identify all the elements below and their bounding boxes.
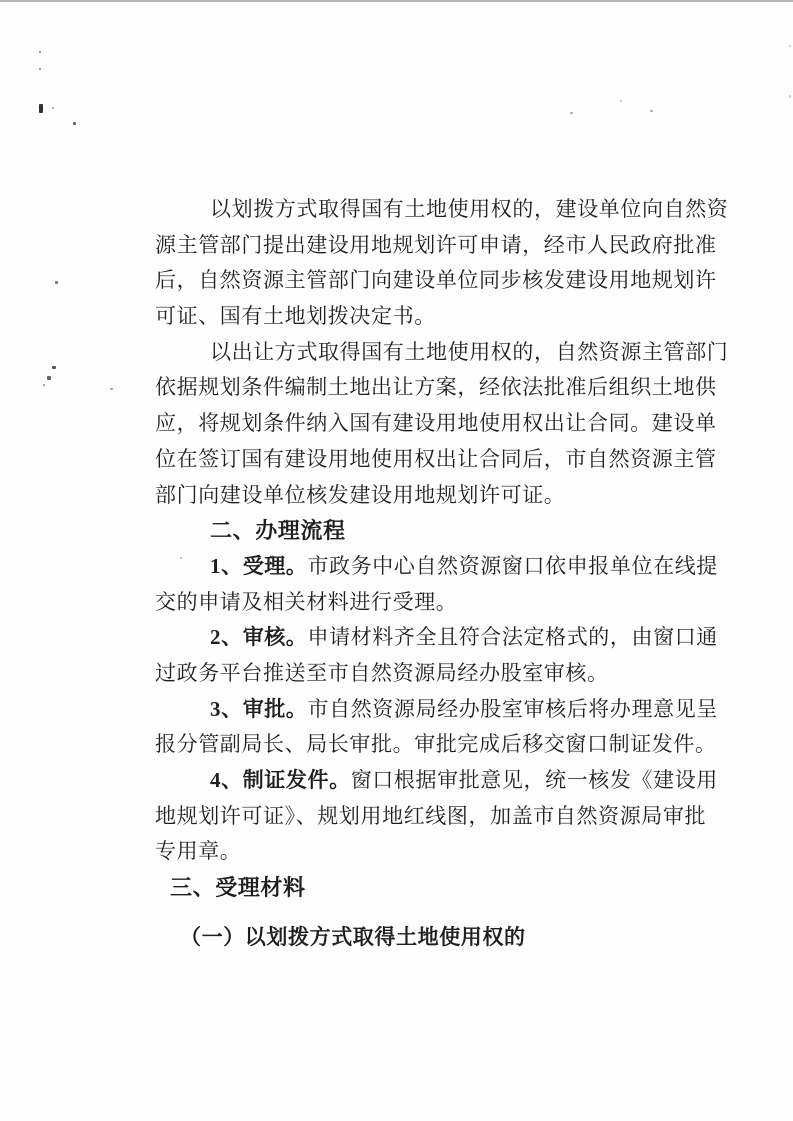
text-segment: 可证、国有土地划拨决定书。 (155, 304, 436, 329)
text-segment: 交的申请及相关材料进行受理。 (155, 589, 458, 614)
text-line (155, 799, 715, 835)
text-line (155, 478, 715, 514)
bold-text-segment: （一）以划拨方式取得土地使用权的 (180, 924, 526, 949)
text-segment: 应，将规划条件纳入国有建设用地使用权出让合同。建设单 (155, 411, 717, 436)
text-line (155, 585, 715, 621)
text-line (155, 406, 715, 442)
scan-top-edge-line (0, 0, 793, 2)
scan-speck (52, 366, 56, 369)
text-line (155, 834, 715, 870)
text-line (155, 727, 715, 763)
scan-speck (55, 281, 58, 284)
scan-speck (570, 112, 573, 114)
scan-speck (789, 45, 791, 47)
text-segment: 以划拨方式取得国有土地使用权的，建设单位向自然资 (210, 197, 729, 221)
bold-text-segment: 1、受理。 (210, 553, 308, 578)
text-segment: 部门向建设单位核发建设用地规划许可证。 (155, 482, 566, 507)
text-line (155, 620, 718, 656)
text-segment: 市自然资源局经办股室审核后将办理意见呈 (307, 696, 718, 721)
text-line (155, 656, 715, 692)
text-segment: 报分管副局长、局长审批。审批完成后移交窗口制证发件。 (155, 732, 717, 757)
document-text-block (155, 192, 729, 955)
text-segment: 申请材料齐全且符合法定格式的，由窗口通 (307, 625, 718, 650)
text-segment: 市政务中心自然资源窗口依申报单位在线提 (307, 553, 718, 578)
section-heading (155, 513, 715, 549)
scan-speck (73, 122, 76, 125)
text-line (155, 370, 715, 406)
scan-speck (110, 388, 113, 390)
scan-speck (180, 557, 182, 559)
scan-speck (620, 100, 622, 102)
bold-text-segment: 3、审批。 (210, 696, 308, 721)
text-segment: 源主管部门提出建设用地规划许可申请，经市人民政府批准 (155, 232, 717, 257)
text-line (155, 263, 715, 299)
text-segment: 依据规划条件编制土地出让方案，经依法批准后组织土地供 (155, 375, 717, 400)
text-line (155, 442, 715, 478)
text-segment: 以出让方式取得国有土地使用权的，自然资源主管部门 (210, 339, 729, 364)
bold-text-segment: 2、审核。 (210, 625, 308, 650)
bold-text-segment: 4、制证发件。 (210, 768, 351, 792)
text-line (155, 228, 715, 264)
text-line (155, 549, 718, 585)
text-line (155, 192, 729, 228)
scan-speck (789, 95, 791, 98)
scan-speck (39, 51, 41, 53)
text-segment: 位在签订国有建设用地使用权出让合同后，市自然资源主管 (155, 446, 717, 471)
text-segment: 后，自然资源主管部门向建设单位同步核发建设用地规划许 (155, 268, 717, 293)
text-segment: 窗口根据审批意见，统一核发《建设用 (350, 768, 718, 792)
text-line (155, 763, 718, 799)
scan-speck (43, 384, 45, 386)
text-line (155, 335, 729, 371)
bold-text-segment: 二、办理流程 (210, 518, 346, 544)
scan-speck (52, 107, 54, 109)
scan-speck (39, 68, 41, 70)
text-line (155, 299, 715, 335)
scan-speck (39, 104, 43, 113)
section-heading (155, 870, 715, 906)
scan-speck (47, 376, 51, 380)
text-line (155, 692, 718, 728)
scan-speck (650, 110, 653, 112)
text-segment: 过政务平台推送至市自然资源局经办股室审核。 (155, 660, 609, 685)
text-line (155, 920, 715, 956)
text-segment: 专用章。 (155, 839, 242, 864)
text-segment: 地规划许可证》、规划用地红线图，加盖市自然资源局审批 (155, 803, 707, 828)
bold-text-segment: 三、受理材料 (170, 875, 306, 901)
